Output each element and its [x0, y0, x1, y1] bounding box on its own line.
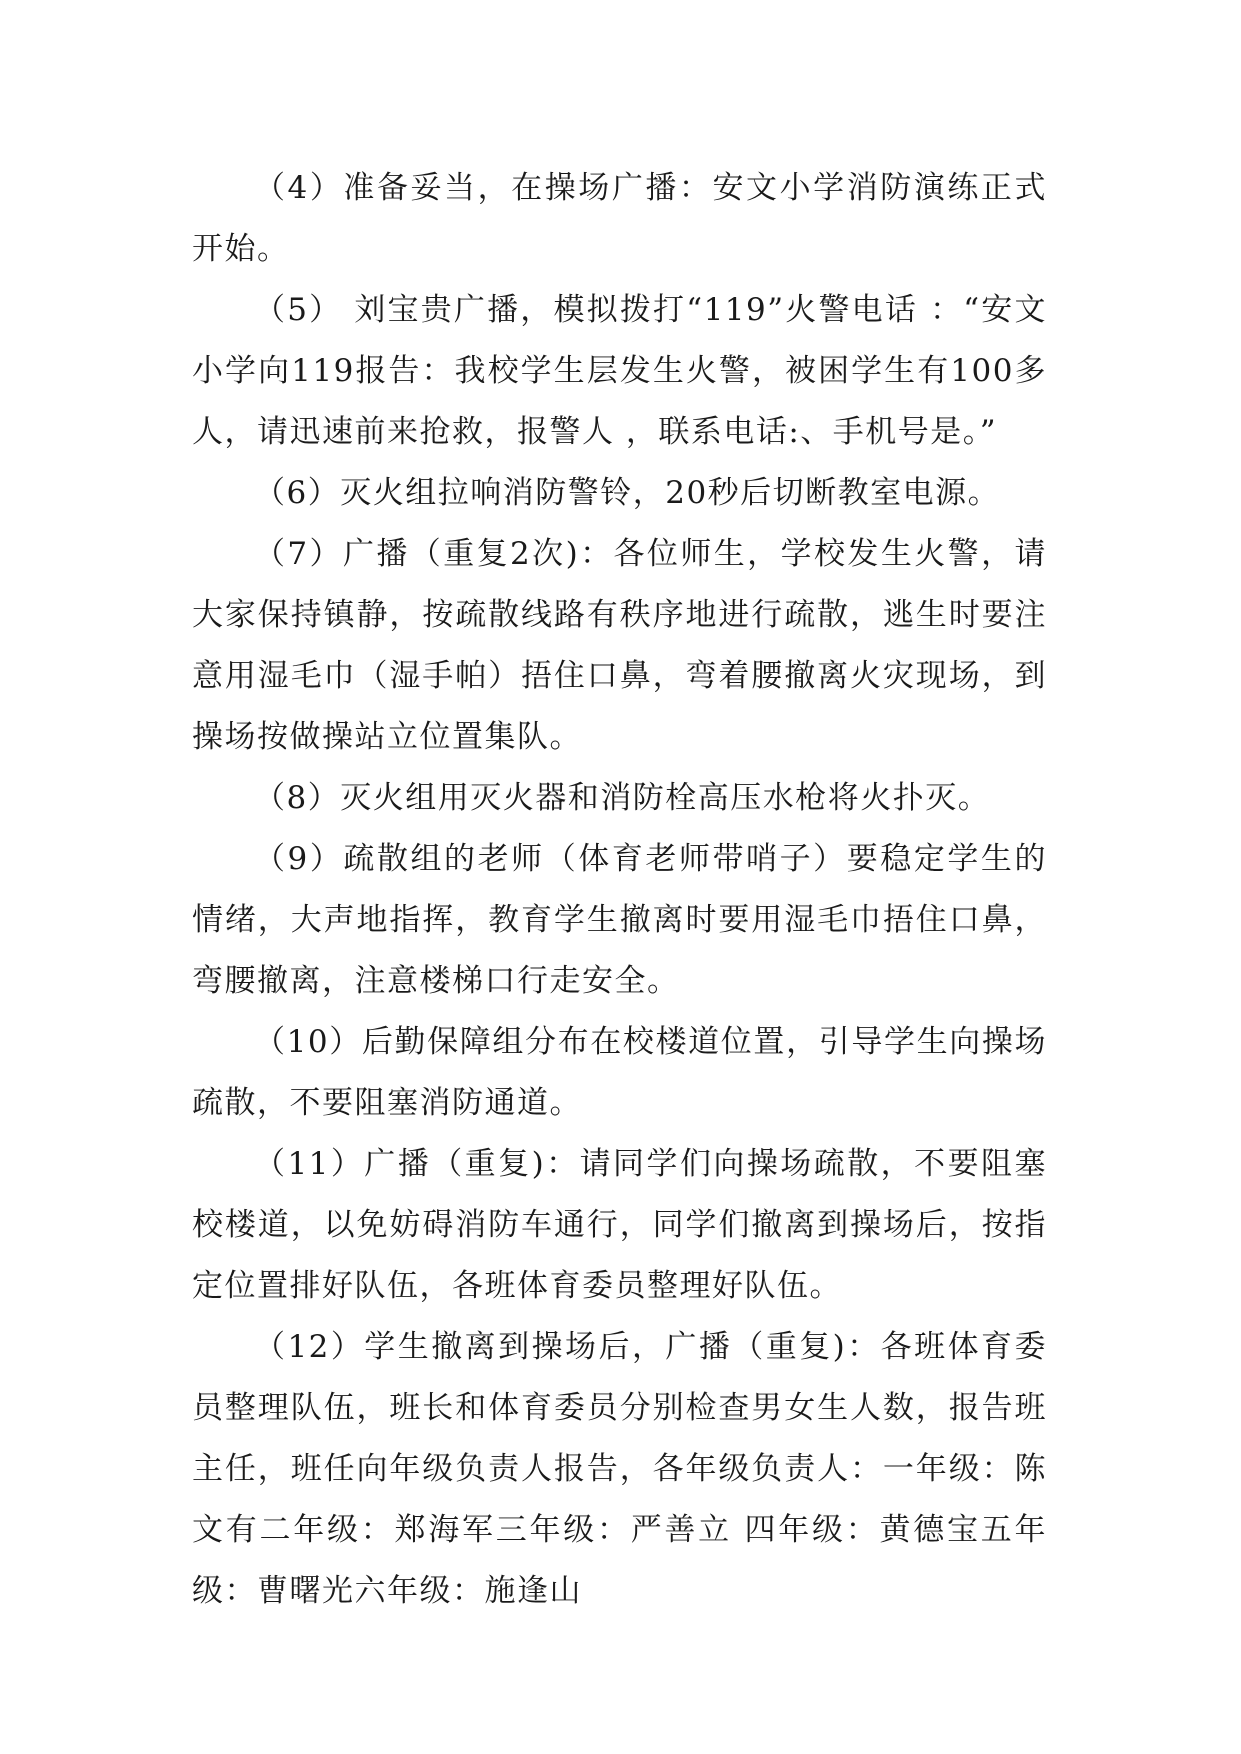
paragraph-step-8: （8）灭火组用灭火器和消防栓高压水枪将火扑灭。	[254, 780, 991, 816]
paragraph-step-10: （10）后勤保障组分布在校楼道位置，引导学生向操场疏散，不要阻塞消防通道。	[192, 1024, 1047, 1121]
paragraph-step-12: （12）学生撤离到操场后，广播（重复)：各班体育委员整理队伍，班长和体育委员分别检查男女生人数，报告班主任，班任向年级负责人报告，各年级负责人：一年级：陈文有二年级：郑海军三年级：严善立 四年级：黄德宝五年级：曹曙光六年级：施逢山	[192, 1329, 1047, 1609]
paragraph-step-9: （9）疏散组的老师（体育老师带哨子）要稳定学生的情绪，大声地指挥，教育学生撤离时要用湿毛巾捂住口鼻，弯腰撤离，注意楼梯口行走安全。	[192, 841, 1047, 999]
paragraph-step-11: （11）广播（重复)：请同学们向操场疏散，不要阻塞校楼道，以免妨碍消防车通行，同学们撤离到操场后，按指定位置排好队伍，各班体育委员整理好队伍。	[192, 1146, 1047, 1304]
paragraph-step-7: （7）广播（重复2次)：各位师生，学校发生火警，请大家保持镇静，按疏散线路有秩序地进行疏散，逃生时要注意用湿毛巾（湿手帕）捂住口鼻，弯着腰撤离火灾现场，到操场按做操站立位置集队。	[192, 536, 1047, 755]
paragraph-step-6: （6）灭火组拉响消防警铃，20秒后切断教室电源。	[254, 475, 1001, 511]
paragraph-step-4: （4）准备妥当，在操场广播：安文小学消防演练正式开始。	[192, 170, 1047, 267]
paragraph-step-5: （5） 刘宝贵广播，模拟拨打“119”火警电话 ：“安文小学向119报告：我校学生层发生火警，被困学生有100多人，请迅速前来抢救，报警人 ，联系电话:、手机号是。”	[192, 292, 1047, 450]
document-body	[192, 158, 1047, 1622]
